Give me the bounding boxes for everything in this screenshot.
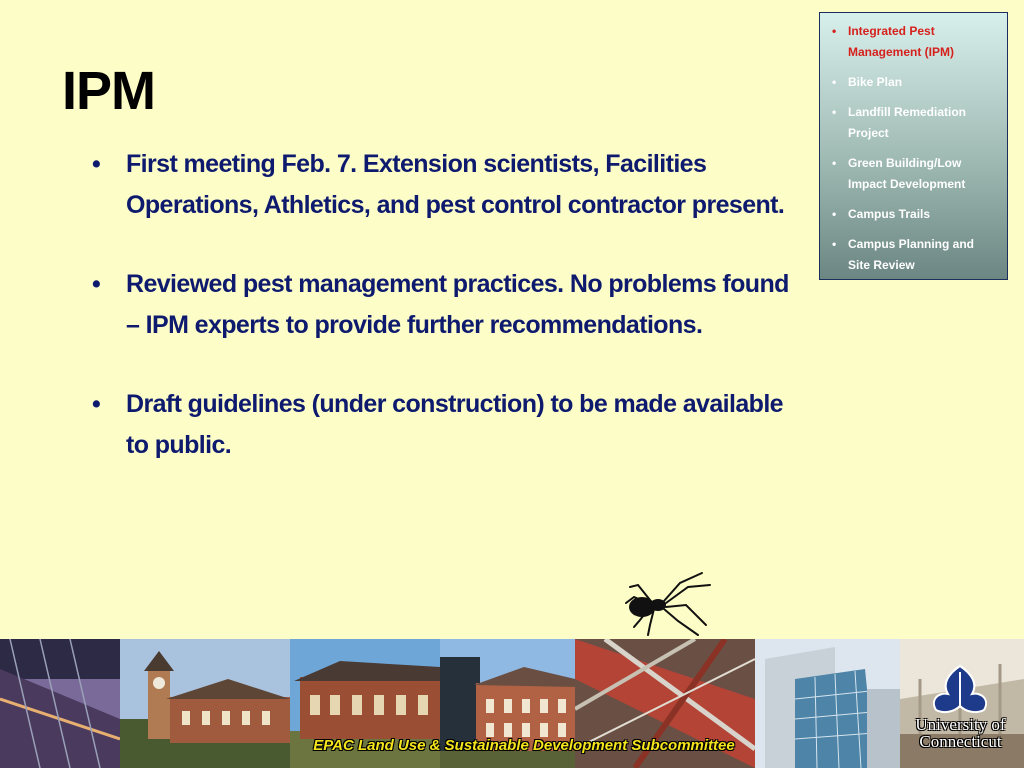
bullet-text: First meeting Feb. 7. Extension scientists, Facilities Operations, Athletics, and pest control contractor present. [126, 150, 785, 219]
university-logo-text [903, 716, 1018, 750]
bullet-dot: • [92, 390, 101, 418]
topic-sidebar [819, 12, 1008, 280]
sidebar-item-label: Campus Trails [848, 207, 931, 221]
sidebar-item-label: Bike Plan [848, 75, 903, 89]
bullet-text: Reviewed pest management practices. No problems found – IPM experts to provide further recommendations. [126, 270, 789, 339]
spider-icon [620, 565, 715, 640]
logo-line-2: Connecticut [919, 732, 1002, 751]
sidebar-item-ipm[interactable] [830, 21, 999, 63]
sidebar-item-label: Landfill Remediation Project [848, 105, 967, 140]
sidebar-item-campus-planning[interactable] [830, 234, 999, 276]
bullet-list [92, 144, 807, 504]
sidebar-item-label: Integrated Pest Management (IPM) [848, 24, 955, 59]
sidebar-item-label: Green Building/Low Impact Development [848, 156, 966, 191]
sidebar-bullet: • [832, 207, 837, 221]
bullet-text: Draft guidelines (under construction) to be made available to public. [126, 390, 783, 459]
bullet-dot: • [92, 270, 101, 298]
sidebar-bullet: • [832, 156, 837, 170]
bullet-item [92, 144, 807, 226]
banner-caption: EPAC Land Use & Sustainable Development Subcommittee [313, 736, 735, 754]
sidebar-item-green-building[interactable] [830, 153, 999, 195]
sidebar-bullet: • [832, 75, 837, 89]
bullet-item [92, 384, 807, 466]
sidebar-item-landfill[interactable] [830, 102, 999, 144]
bullet-item [92, 264, 807, 346]
sidebar-item-label: Campus Planning and Site Review [848, 237, 975, 272]
sidebar-item-campus-trails[interactable] [830, 204, 999, 225]
photo-rail-station [0, 639, 120, 768]
sidebar-bullet: • [832, 24, 837, 38]
bullet-dot: • [92, 150, 101, 178]
slide-title: IPM [62, 61, 156, 121]
sidebar-bullet: • [832, 105, 837, 119]
sidebar-bullet: • [832, 237, 837, 251]
sidebar-item-bike-plan[interactable] [830, 72, 999, 93]
logo-line-1: University of [915, 715, 1006, 734]
